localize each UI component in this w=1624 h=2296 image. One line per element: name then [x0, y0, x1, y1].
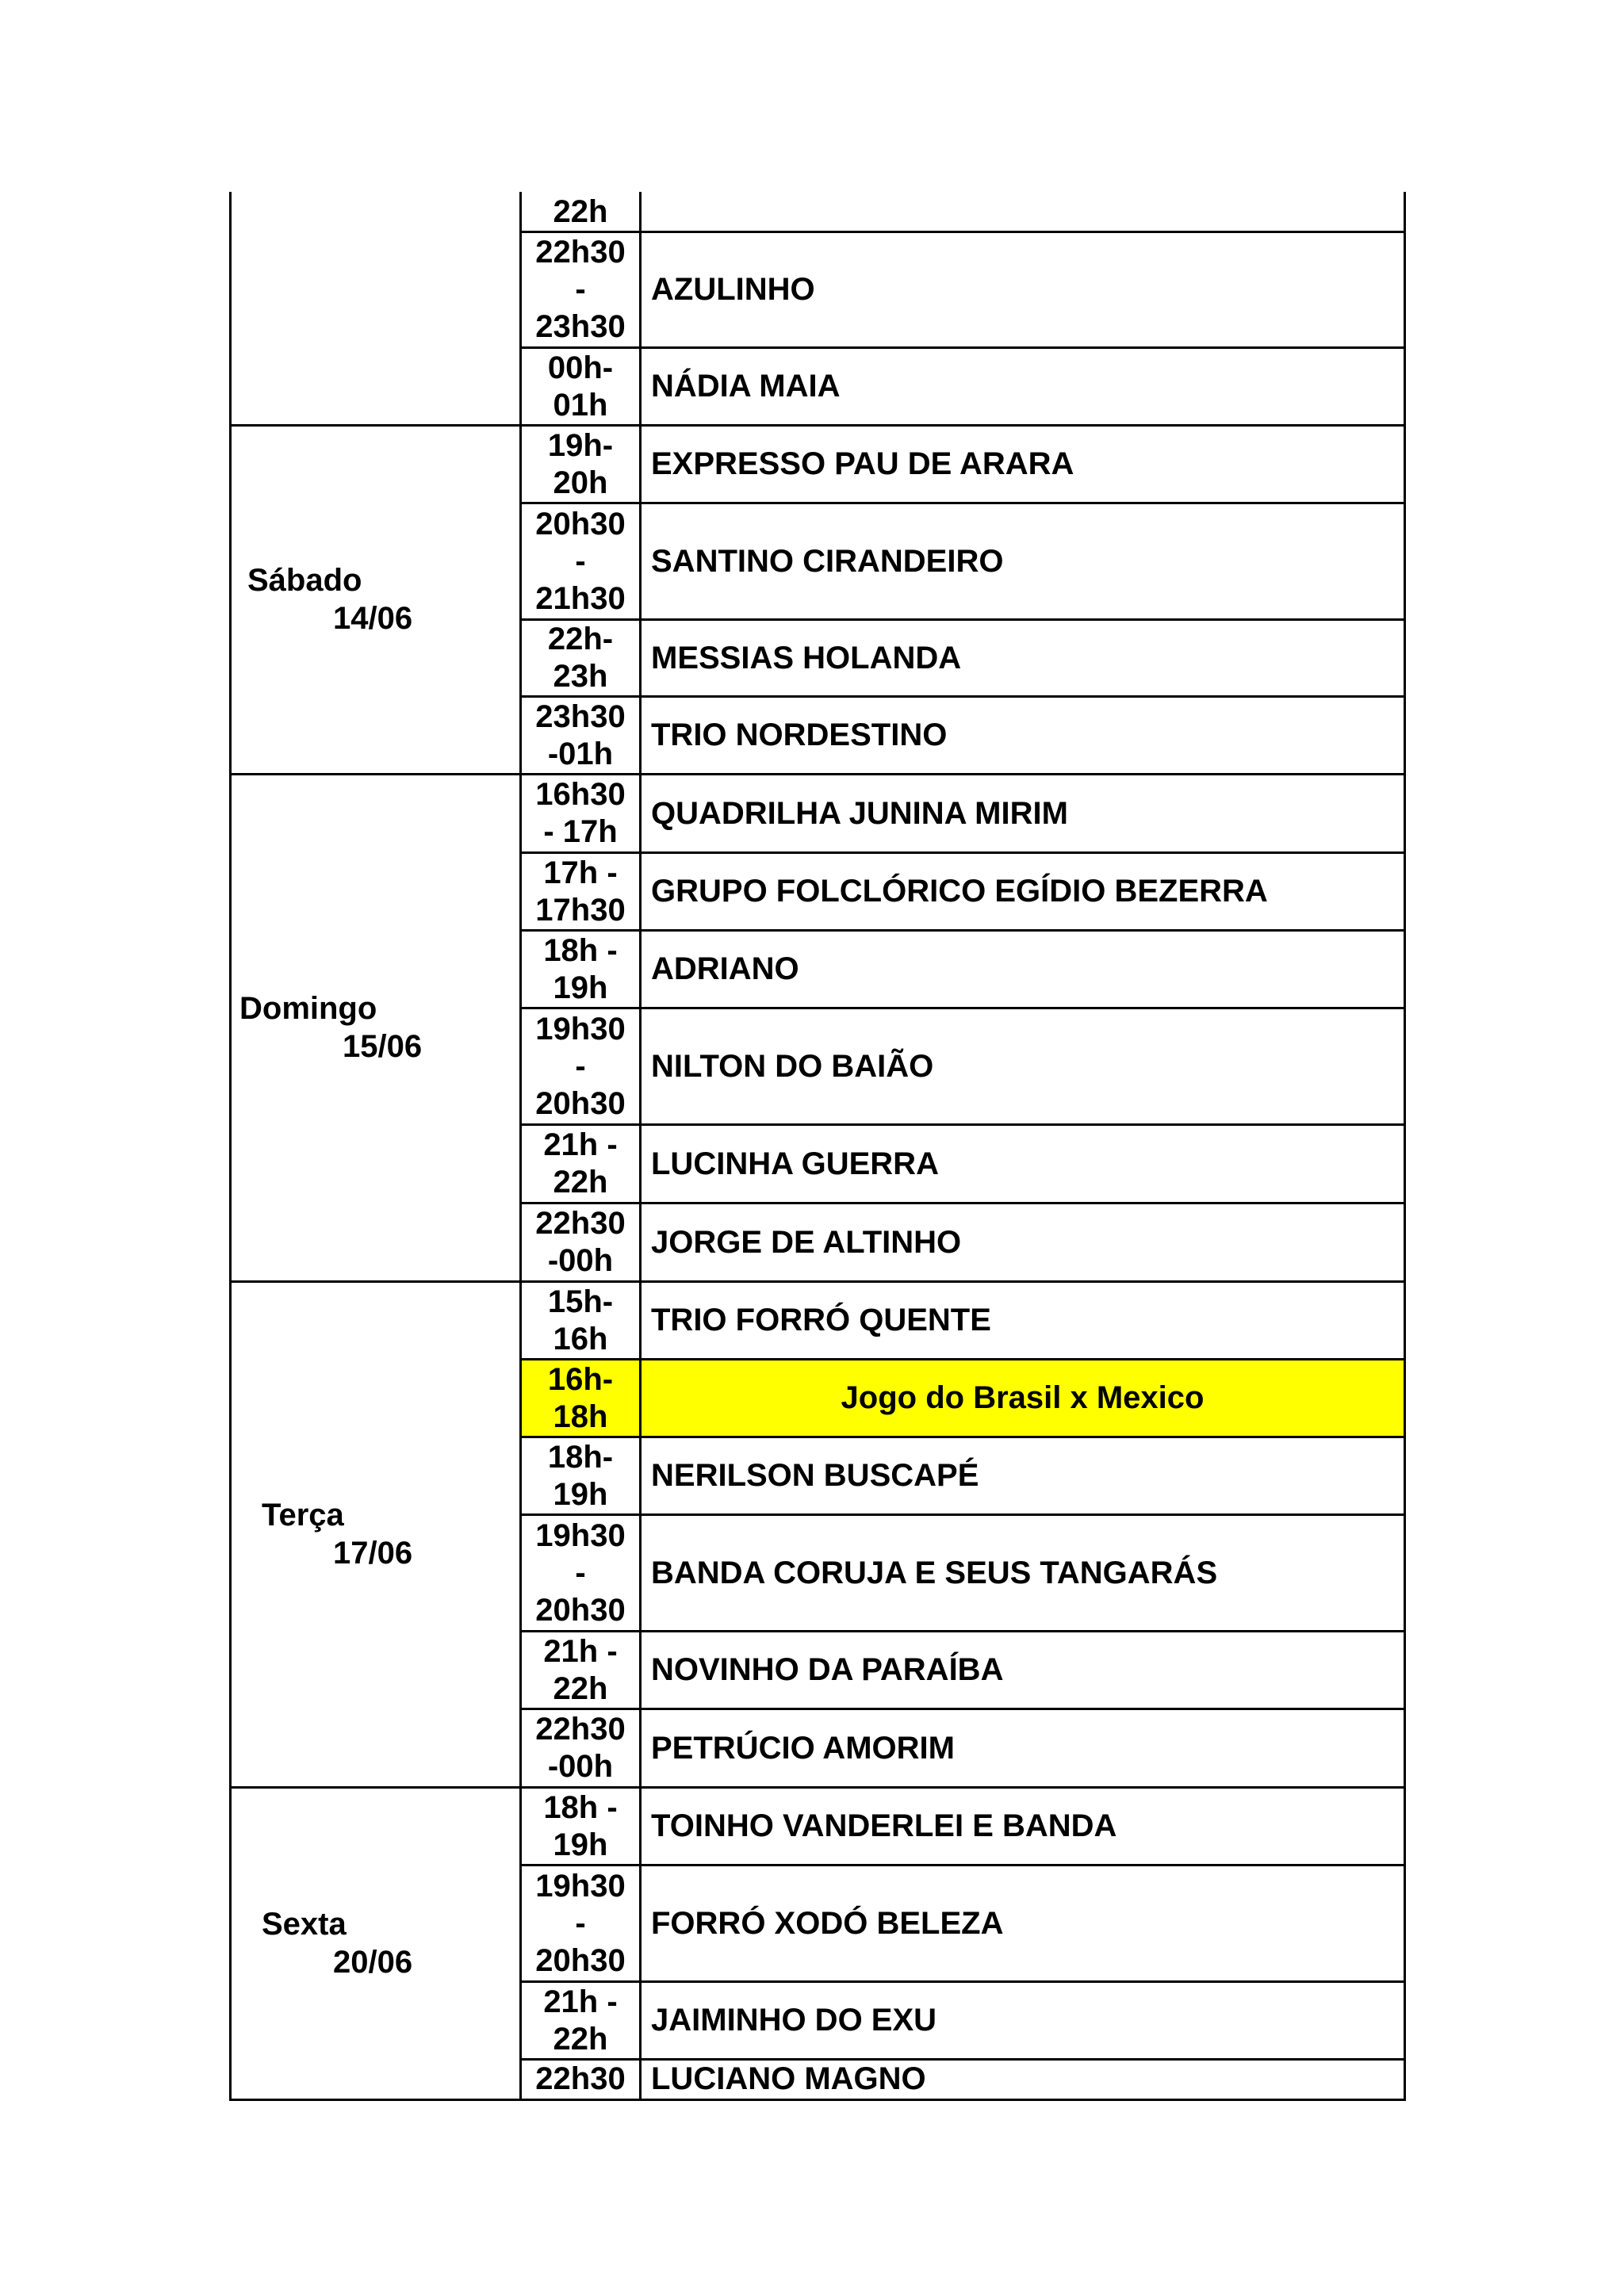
time-cell: 21h - 22h	[543, 1984, 618, 2057]
table-border	[519, 1980, 1406, 1983]
artist-cell: BANDA CORUJA E SEUS TANGARÁS	[651, 1555, 1218, 1590]
table-border	[519, 1202, 1406, 1204]
artist-cell: EXPRESSO PAU DE ARARA	[651, 446, 1074, 481]
time-cell: 18h - 19h	[543, 932, 618, 1005]
time-cell: 16h- 18h	[522, 1360, 639, 1437]
table-border	[519, 929, 1406, 932]
day-date: 14/06	[333, 601, 413, 636]
time-cell: 22h30 -00h	[535, 1712, 626, 1784]
table-border	[519, 502, 1406, 504]
time-cell: 21h - 22h	[543, 1127, 618, 1200]
day-cell	[232, 1281, 519, 1787]
time-cell: 21h - 22h	[543, 1633, 618, 1706]
artist-cell: JAIMINHO DO EXU	[651, 2003, 937, 2038]
artist-cell: QUADRILHA JUNINA MIRIM	[651, 795, 1068, 831]
time-cell: 22h30	[535, 2061, 626, 2096]
time-cell: 22h	[553, 194, 608, 229]
day-date: 20/06	[333, 1944, 413, 1980]
time-cell: 23h30 -01h	[535, 698, 626, 771]
table-border	[519, 192, 522, 2101]
table-border	[519, 1007, 1406, 1009]
day-date: 17/06	[333, 1536, 413, 1571]
artist-cell: LUCIANO MAGNO	[651, 2061, 926, 2096]
table-border	[519, 231, 1406, 233]
table-border	[519, 1513, 1406, 1516]
day-cell	[232, 192, 519, 425]
highlight-event-cell: Jogo do Brasil x Mexico	[642, 1360, 1404, 1437]
time-cell: 15h- 16h	[547, 1284, 614, 1357]
time-cell: 20h30 - 21h30	[535, 506, 626, 616]
day-name: Domingo	[239, 991, 377, 1026]
table-border	[1404, 192, 1406, 2101]
day-cell	[232, 425, 519, 774]
table-border	[519, 1630, 1406, 1632]
day-name: Sábado	[247, 563, 362, 598]
time-cell: 19h30 - 20h30	[535, 1868, 626, 1978]
table-border	[229, 192, 232, 2101]
table-border	[519, 618, 1406, 621]
artist-cell: FORRÓ XODÓ BELEZA	[651, 1905, 1004, 1941]
table-border	[519, 851, 1406, 854]
table-border	[519, 695, 1406, 698]
table-border	[519, 1358, 1406, 1360]
day-name: Sexta	[262, 1906, 347, 1942]
artist-cell: MESSIAS HOLANDA	[651, 640, 962, 675]
table-border	[229, 2099, 1406, 2101]
artist-cell: TRIO FORRÓ QUENTE	[651, 1303, 991, 1337]
time-cell: 16h30 - 17h	[535, 777, 626, 849]
table-border	[519, 346, 1406, 349]
table-border	[639, 192, 642, 2101]
time-cell: 19h- 20h	[547, 427, 614, 500]
time-cell: 19h30 - 20h30	[535, 1011, 626, 1121]
artist-cell: ADRIANO	[651, 951, 799, 986]
artist-cell: NOVINHO DA PARAÍBA	[651, 1652, 1004, 1687]
artist-cell: SANTINO CIRANDEIRO	[651, 543, 1004, 579]
time-cell: 19h30 - 20h30	[535, 1517, 626, 1628]
artist-cell: NERILSON BUSCAPÉ	[651, 1458, 979, 1493]
table-border	[519, 1864, 1406, 1866]
table-border	[519, 1123, 1406, 1126]
artist-cell: TOINHO VANDERLEI E BANDA	[651, 1808, 1117, 1843]
artist-cell: NÁDIA MAIA	[651, 369, 841, 404]
day-name: Terça	[262, 1498, 344, 1533]
time-cell: 22h30 -00h	[535, 1206, 626, 1278]
time-cell: 17h - 17h30	[535, 855, 626, 928]
time-cell: 18h - 19h	[543, 1789, 618, 1862]
day-date: 15/06	[343, 1029, 423, 1064]
time-cell: 22h30 - 23h30	[535, 235, 626, 344]
artist-cell: NILTON DO BAIÃO	[651, 1048, 934, 1084]
table-border	[519, 1436, 1406, 1438]
artist-cell: JORGE DE ALTINHO	[651, 1224, 962, 1260]
artist-cell: GRUPO FOLCLÓRICO EGÍDIO BEZERRA	[651, 874, 1268, 909]
artist-cell: TRIO NORDESTINO	[651, 718, 948, 752]
artist-cell	[642, 193, 1404, 232]
table-border	[519, 2058, 1406, 2061]
artist-cell: PETRÚCIO AMORIM	[651, 1730, 955, 1766]
time-cell: 00h- 01h	[547, 350, 614, 423]
time-cell: 18h- 19h	[547, 1439, 614, 1512]
table-border	[519, 1708, 1406, 1710]
day-cell	[232, 774, 519, 1281]
artist-cell: AZULINHO	[651, 272, 815, 307]
artist-cell: LUCINHA GUERRA	[651, 1146, 939, 1181]
time-cell: 22h- 23h	[547, 622, 614, 694]
day-cell	[232, 1787, 519, 2099]
